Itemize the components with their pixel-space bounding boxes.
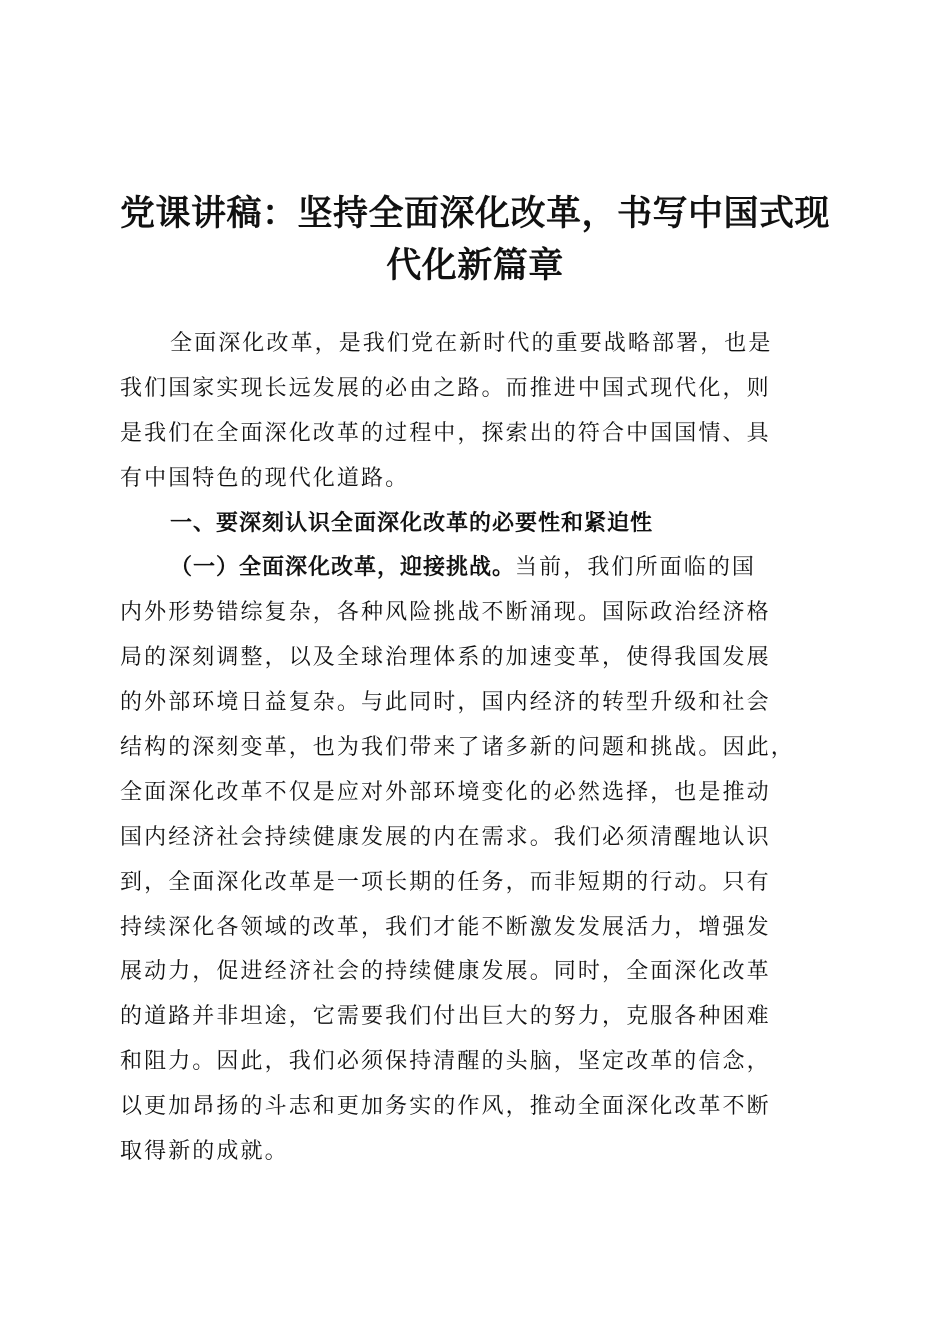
paragraph-line: 内外形势错综复杂，各种风险挑战不断涌现。国际政治经济格 — [120, 600, 771, 626]
paragraph-line: 全面深化改革不仅是应对外部环境变化的必然选择，也是推动 — [120, 779, 771, 805]
paragraph-line: 取得新的成就。 — [120, 1139, 289, 1165]
paragraph-line: 全面深化改革，是我们党在新时代的重要战略部署，也是 — [170, 331, 773, 356]
intro-paragraph — [120, 322, 810, 502]
paragraph-line: 和阻力。因此，我们必须保持清醒的头脑，坚定改革的信念， — [120, 1049, 771, 1075]
paragraph-line: 结构的深刻变革，也为我们带来了诸多新的问题和挑战。因此， — [120, 735, 795, 761]
paragraph-line: 的外部环境日益复杂。与此同时，国内经济的转型升级和社会 — [120, 690, 771, 716]
paragraph-line: 局的深刻调整，以及全球治理体系的加速变革，使得我国发展 — [120, 645, 771, 671]
paragraph-line: 到，全面深化改革是一项长期的任务，而非短期的行动。只有 — [120, 869, 771, 895]
document-body — [120, 322, 810, 1175]
paragraph-line: 展动力，促进经济社会的持续健康发展。同时，全面深化改革 — [120, 959, 771, 985]
subsection-paragraph — [120, 546, 810, 1174]
subsection-first-line-text: 当前，我们所面临的国 — [515, 555, 757, 581]
title-line-2: 代化新篇章 — [386, 246, 564, 286]
document-title — [110, 188, 840, 292]
paragraph-line: 我们国家实现长远发展的必由之路。而推进中国式现代化，则 — [120, 375, 771, 401]
paragraph-line: 是我们在全面深化改革的过程中，探索出的符合中国国情、具 — [120, 420, 771, 446]
section-heading: 一、要深刻认识全面深化改革的必要性和紧迫性 — [170, 510, 654, 536]
paragraph-line: 国内经济社会持续健康发展的内在需求。我们必须清醒地认识 — [120, 824, 771, 850]
subsection-lead: （一）全面深化改革，迎接挑战。 — [170, 555, 516, 581]
paragraph-line — [120, 546, 810, 591]
paragraph-line: 持续深化各领域的改革，我们才能不断激发发展活力，增强发 — [120, 914, 771, 940]
title-line-1: 党课讲稿：坚持全面深化改革，书写中国式现 — [119, 194, 830, 234]
paragraph-line: 的道路并非坦途，它需要我们付出巨大的努力，克服各种困难 — [120, 1004, 771, 1030]
paragraph-line: 以更加昂扬的斗志和更加务实的作风，推动全面深化改革不断 — [120, 1094, 771, 1120]
paragraph-line: 有中国特色的现代化道路。 — [120, 465, 410, 491]
